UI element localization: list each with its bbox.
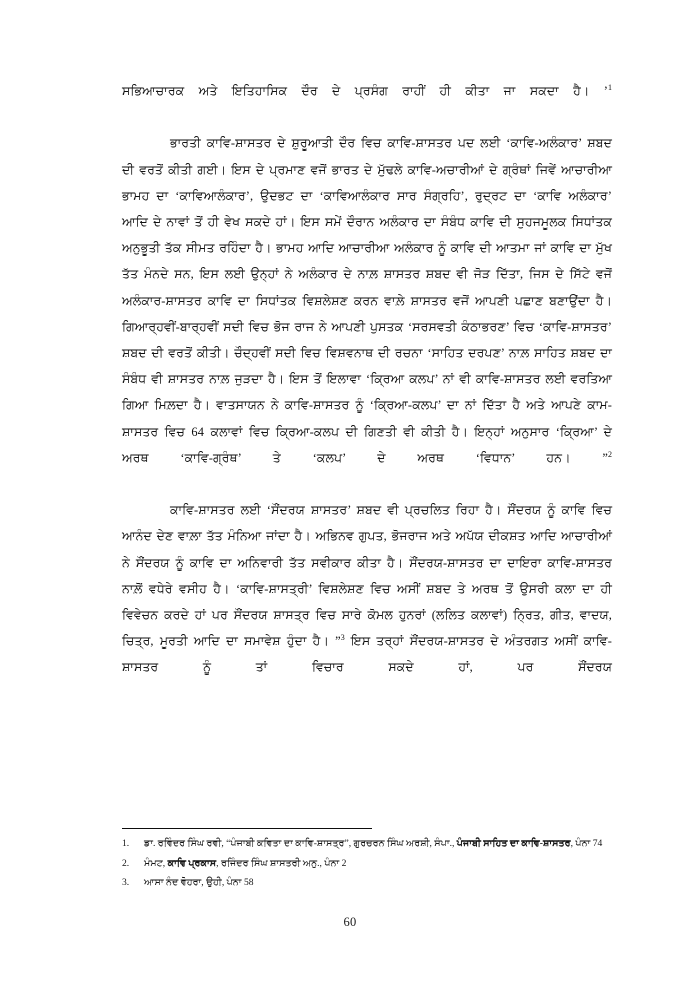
footnote-item-3 [122,875,612,892]
paragraph-1 [122,78,612,130]
footnote-number-2: 2. [122,857,130,869]
paragraph-3-tail: ਇਸ ਤਰ੍ਹਾਂ ਸੌਂਦਰਯ-ਸ਼ਾਸਤਰ ਦੇ ਅੰਤਰਗਤ ਅਸੀਂ ਕਾਵਿ-ਸ਼ਾਸਤਰ ਨੂੰ ਤਾਂ ਵਿਚਾਰ ਸਕਦੇ ਹਾਂ, ਪਰ ਸੌਂਦਰਯ [122,634,612,675]
paragraph-1-text: ਸਭਿਆਚਾਰਕ ਅਤੇ ਇਤਿਹਾਸਿਕ ਦੌਰ ਦੇ ਪ੍ਰਸੰਗ ਰਾਹੀਂ ਹੀ ਕੀਤਾ ਜਾ ਸਕਦਾ ਹੈ। ’ [122,84,608,98]
paragraph-3-text: ਕਾਵਿ-ਸ਼ਾਸਤਰ ਲਈ ‘ਸੌਂਦਰਯ ਸ਼ਾਸਤਰ’ ਸ਼ਬਦ ਵੀ ਪ੍ਰਚਲਿਤ ਰਿਹਾ ਹੈ। ਸੌਂਦਰਯ ਨੂੰ ਕਾਵਿ ਵਿਚ ਆਨੰਦ ਦੇਣ ਵਾਲ਼ਾ ਤੱਤ ਮੰਨਿਆ ਜਾਂਦਾ ਹੈ। ਅਭਿਨਵ ਗੁਪਤ, ਭੋਜਰਾਜ ਅਤੇ ਅਪੱਯ ਦੀਕਸ਼ਤ ਆਦਿ ਆਚਾਰੀਆਂ ਨੇ ਸੌਂਦਰਯ ਨੂੰ ਕਾਵਿ ਦਾ ਅਨਿਵਾਰੀ ਤੱਤ ਸਵੀਕਾਰ ਕੀਤਾ ਹੈ। ਸੌਂਦਰਯ-ਸ਼ਾਸਤਰ ਦਾ ਦਾਇਰਾ ਕਾਵਿ-ਸ਼ਾਸਤਰ ਨਾਲ਼ੋਂ ਵਧੇਰੇ ਵਸੀਹ ਹੈ। ‘ਕਾਵਿ-ਸ਼ਾਸਤ੍ਰੀ’ ਵਿਸ਼ਲੇਸ਼ਣ ਵਿਚ ਅਸੀਂ ਸ਼ਬਦ ਤੇ ਅਰਥ ਤੋਂ ਉਸਰੀ ਕਲਾ ਦਾ ਹੀ ਵਿਵੇਚਨ ਕਰਦੇ ਹਾਂ ਪਰ ਸੌਂਦਰਯ ਸ਼ਾਸਤ੍ਰ ਵਿਚ ਸਾਰੇ ਕੋਮਲ ਹੁਨਰਾਂ (ਲਲਿਤ ਕਲਾਵਾਂ) ਨ੍ਰਿਤ, ਗੀਤ, ਵਾਦਯ, ਚਿਤ੍ਰ, ਮੂਰਤੀ ਆਦਿ ਦਾ ਸਮਾਵੇਸ਼ ਹੁੰਦਾ ਹੈ। ” [122,503,612,649]
footnote-number-3: 3. [122,877,130,888]
footnotes-block [122,836,612,895]
footnote-text-1: ਡਾ. ਰਵਿੰਦਰ ਸਿੰਘ ਰਵੀ, “ਪੰਜਾਬੀ ਕਵਿਤਾ ਦਾ ਕਾਵਿ-ਸ਼ਾਸਤ੍ਰ”, ਗੁਰਚਰਨ ਸਿੰਘ ਅਰਸ਼ੀ, ਸੰਪਾ., ਪੰਜਾਬੀ ਸਾਹਿਤ ਦਾ ਕਾਵਿ-ਸ਼ਾਸਤਰ, ਪੰਨਾ 74 [144,838,603,849]
footnote-text-2: ਮੰਮਟ, ਕਾਵਿ ਪ੍ਰਕਾਸ, ਰਜਿੰਦਰ ਸਿੰਘ ਸ਼ਾਸਤਰੀ ਅਨੁ., ਪੰਨਾ 2 [144,857,347,869]
footnote-text-3: ਆਸਾ ਨੰਦ ਵੋਹਰਾ, ਉਹੀ, ਪੰਨਾ 58 [144,877,254,888]
paragraph-2-text: ਭਾਰਤੀ ਕਾਵਿ-ਸ਼ਾਸਤਰ ਦੇ ਸ਼ੁਰੂਆਤੀ ਦੌਰ ਵਿਚ ਕਾਵਿ-ਸ਼ਾਸਤਰ ਪਦ ਲਈ ‘ਕਾਵਿ-ਅਲੰਕਾਰ’ ਸ਼ਬਦ ਦੀ ਵਰਤੋਂ ਕੀਤੀ ਗਈ। ਇਸ ਦੇ ਪ੍ਰਮਾਣ ਵਜੋਂ ਭਾਰਤ ਦੇ ਮੁੱਢਲੇ ਕਾਵਿ-ਅਚਾਰੀਆਂ ਦੇ ਗ੍ਰੰਥਾਂ ਜਿਵੇਂ ਆਚਾਰੀਆ ਭਾਮਹ ਦਾ ‘ਕਾਵਿਆਲੰਕਾਰ’, ਉਦਭਟ ਦਾ ‘ਕਾਵਿਆਲੰਕਾਰ ਸਾਰ ਸੰਗ੍ਰਹਿ’, ਰੁਦ੍ਰਟ ਦਾ ‘ਕਾਵਿ ਅਲੰਕਾਰ’ ਆਦਿ ਦੇ ਨਾਵਾਂ ਤੋਂ ਹੀ ਵੇਖ ਸਕਦੇ ਹਾਂ। ਇਸ ਸਮੇਂ ਦੌਰਾਨ ਅਲੰਕਾਰ ਦਾ ਸੰਬੰਧ ਕਾਵਿ ਦੀ ਸੁਹਜਮੂਲਕ ਸਿਧਾਂਤਕ ਅਨੁਭੂਤੀ ਤੱਕ ਸੀਮਤ ਰਹਿੰਦਾ ਹੈ। ਭਾਮਹ ਆਦਿ ਆਚਾਰੀਆ ਅਲੰਕਾਰ ਨੂੰ ਕਾਵਿ ਦੀ ਆਤਮਾ ਜਾਂ ਕਾਵਿ ਦਾ ਮੁੱਖ ਤੱਤ ਮੰਨਦੇ ਸਨ, ਇਸ ਲਈ ਉਨ੍ਹਾਂ ਨੇ ਅਲੰਕਾਰ ਦੇ ਨਾਲ਼ ਸ਼ਾਸਤਰ ਸ਼ਬਦ ਵੀ ਜੋੜ ਦਿੱਤਾ, ਜਿਸ ਦੇ ਸਿੱਟੇ ਵਜੋਂ ਅਲੰਕਾਰ-ਸ਼ਾਸਤਰ ਕਾਵਿ ਦਾ ਸਿਧਾਂਤਕ ਵਿਸ਼ਲੇਸ਼ਣ ਕਰਨ ਵਾਲ਼ੇ ਸ਼ਾਸਤਰ ਵਜੋਂ ਆਪਣੀ ਪਛਾਣ ਬਣਾਉਂਦਾ ਹੈ। ਗਿਆਰ੍ਹਵੀਂ-ਬਾਰ੍ਹਵੀਂ ਸਦੀ ਵਿਚ ਭੋਜ ਰਾਜ ਨੇ ਆਪਣੀ ਪੁਸਤਕ ‘ਸਰਸਵਤੀ ਕੰਠਾਭਰਣ’ ਵਿਚ ‘ਕਾਵਿ-ਸ਼ਾਸਤਰ’ ਸ਼ਬਦ ਦੀ ਵਰਤੋਂ ਕੀਤੀ। ਚੌਦ੍ਹਵੀਂ ਸਦੀ ਵਿਚ ਵਿਸ਼ਵਨਾਥ ਦੀ ਰਚਨਾ ‘ਸਾਹਿਤ ਦਰਪਣ’ ਨਾਲ਼ ਸਾਹਿਤ ਸ਼ਬਦ ਦਾ ਸੰਬੰਧ ਵੀ ਸ਼ਾਸਤਰ ਨਾਲ਼ ਜੁੜਦਾ ਹੈ। ਇਸ ਤੋਂ ਇਲਾਵਾ ‘ਕ੍ਰਿਆ ਕਲਪ’ ਨਾਂ ਵੀ ਕਾਵਿ-ਸ਼ਾਸਤਰ ਲਈ ਵਰਤਿਆ ਗਿਆ ਮਿਲ਼ਦਾ ਹੈ। ਵਾਤਸਾਯਨ ਨੇ ਕਾਵਿ-ਸ਼ਾਸਤਰ ਨੂੰ ‘ਕ੍ਰਿਆ-ਕਲਪ’ ਦਾ ਨਾਂ ਦਿੱਤਾ ਹੈ ਅਤੇ ਆਪਣੇ ਕਾਮ-ਸ਼ਾਸਤਰ ਵਿਚ 64 ਕਲਾਵਾਂ ਵਿਚ ਕ੍ਰਿਆ-ਕਲਪ ਦੀ ਗਿਣਤੀ ਵੀ ਕੀਤੀ ਹੈ। ਇਨ੍ਹਾਂ ਅਨੁਸਾਰ ‘ਕ੍ਰਿਆ’ ਦੇ ਅਰਥ ‘ਕਾਵਿ-ਗ੍ਰੰਥ’ ਤੇ ‘ਕਲਪ’ ਦੇ ਅਰਥ ‘ਵਿਧਾਨ’ ਹਨ। ” [122,136,612,465]
footnote-ref-1[interactable]: 1 [608,82,612,92]
page-number: 60 [343,915,357,929]
footnote-ref-3[interactable]: 3 [340,633,345,643]
body-text-block [122,78,612,707]
footnote-item-2 [122,856,612,873]
footnote-separator-rule [122,828,372,829]
paragraph-3 [122,497,612,707]
footnote-item-1 [122,836,612,853]
footnote-number-1: 1. [122,838,130,849]
paragraph-2 [122,130,612,497]
footnote-ref-2[interactable]: 2 [608,449,612,459]
